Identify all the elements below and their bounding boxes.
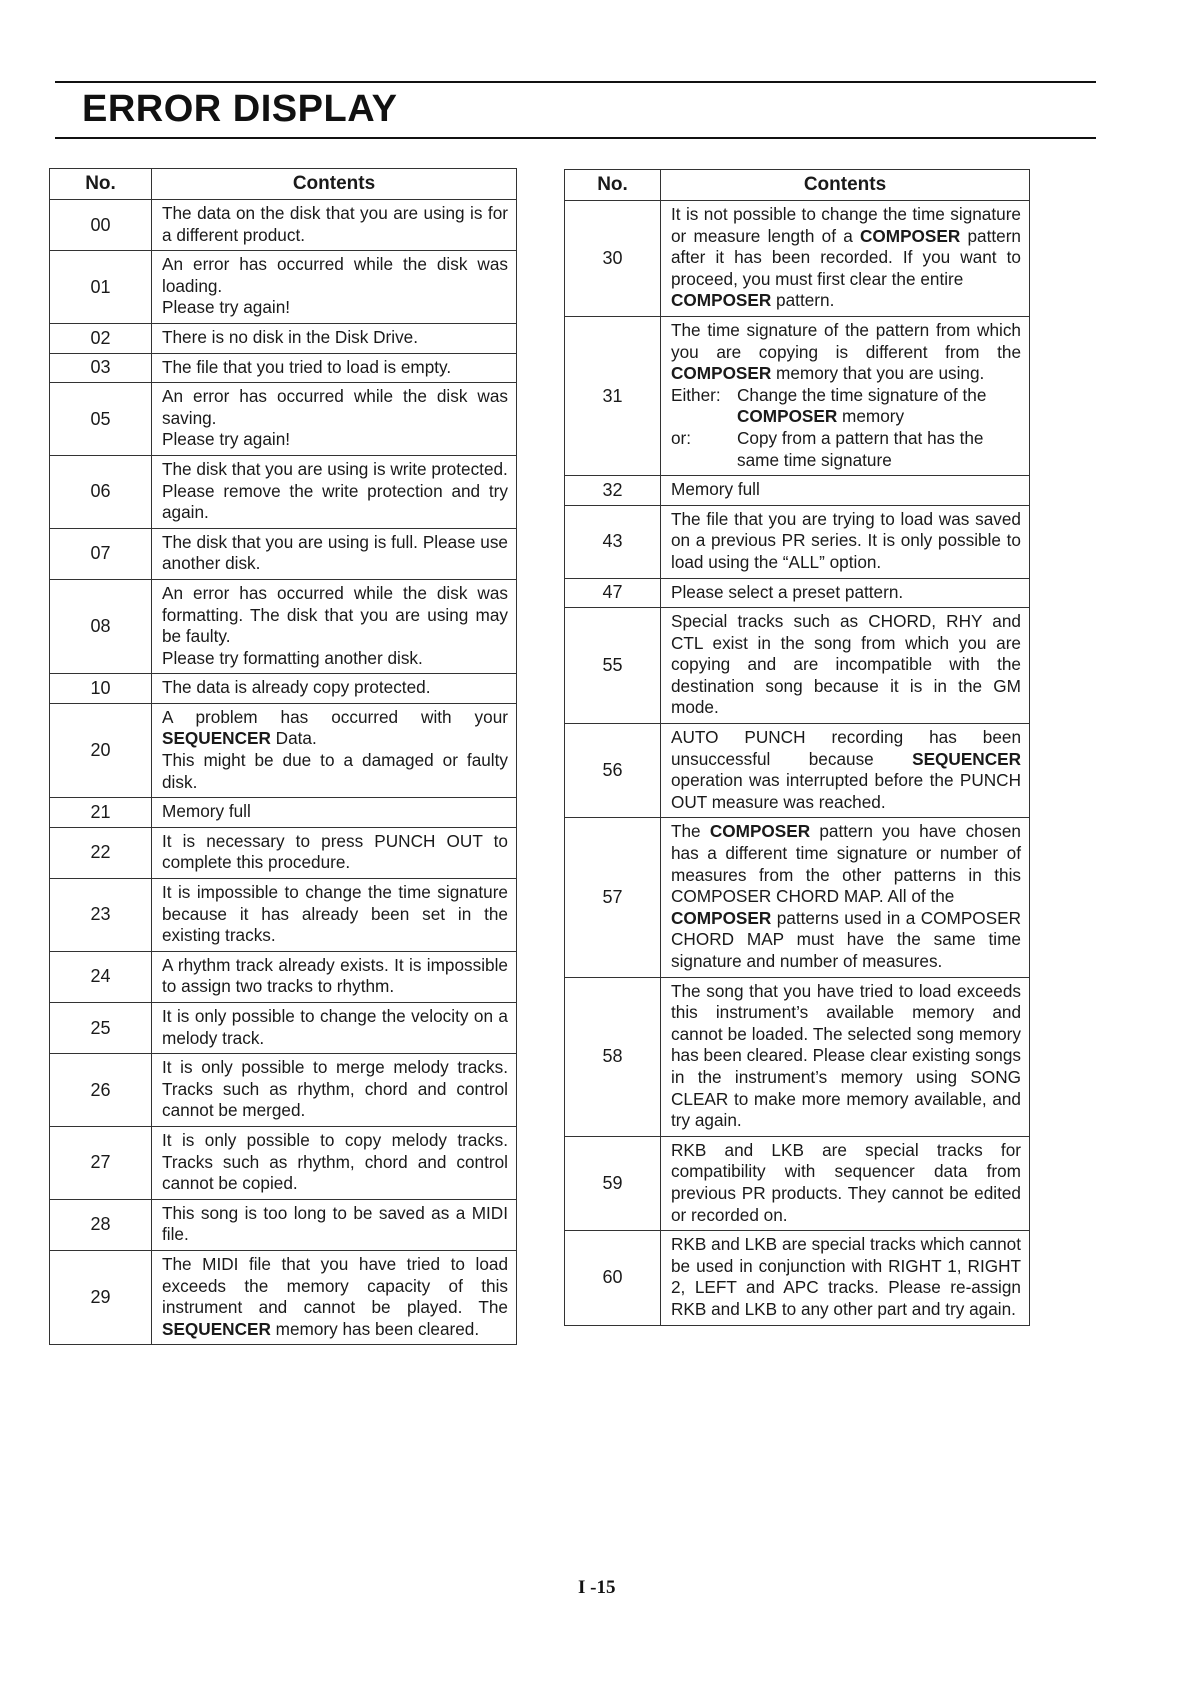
error-number: 30 [565,201,661,317]
error-number: 43 [565,505,661,578]
description-line [162,955,508,998]
description-line [671,1234,1021,1320]
error-table-left [49,168,517,1345]
description-line [162,1130,508,1195]
description-text: Please try again! [162,429,291,450]
error-description [152,1199,517,1250]
description-text: An error has occurred while the disk was loading. [162,254,508,296]
description-bold: COMPOSER [671,907,772,928]
description-text: It is only possible to copy melody tracks. Tracks such as rhythm, chord and control cannot be copied. [162,1129,508,1194]
description-text: pattern. [771,290,835,311]
option-label: or: [671,427,692,448]
error-number: 06 [50,455,152,528]
error-description [152,528,517,579]
table-row [50,674,517,704]
error-description [152,353,517,383]
description-line [162,459,508,481]
error-description [661,608,1030,724]
error-number: 59 [565,1136,661,1230]
table-row [565,1136,1030,1230]
description-line [162,481,508,524]
description-line [671,981,1021,1132]
description-text: This might be due to a damaged or faulty disk. [162,750,508,792]
description-text: Memory full [162,801,251,822]
table-row [50,1199,517,1250]
description-line [671,509,1021,574]
description-text: The MIDI file that you have tried to load exceeds the memory capacity of this instrument and cannot be played. The [162,1253,508,1318]
title-rule-bottom [55,137,1096,139]
table-row [50,383,517,456]
error-number: 27 [50,1126,152,1199]
error-number: 57 [565,818,661,977]
table-row [50,827,517,878]
error-description [661,505,1030,578]
error-description [661,1136,1030,1230]
description-text: patterns used in a COMPOSER CHORD MAP must have the same time signature and number of measures. [671,907,1021,971]
description-bold: COMPOSER [859,225,961,246]
description-text: RKB and LKB are special tracks which cannot be used in conjunction with RIGHT 1, RIGHT 2, LEFT and APC tracks. Please re-assign RKB and LKB to any other part and try again. [671,1234,1021,1319]
description-text: It is impossible to change the time signature because it has already been set in the existing tracks. [162,882,508,946]
table-row [565,316,1030,475]
error-number: 29 [50,1250,152,1344]
description-text: The data is already copy protected. [162,677,431,698]
page-number: I -15 [578,1577,616,1598]
description-text: Memory full [671,479,760,500]
description-text: Please remove the write protection and try again. [162,480,508,523]
error-description [152,674,517,704]
description-text: It is only possible to change the velocity on a melody track. [162,1006,508,1048]
description-line [162,327,508,349]
error-description [152,579,517,673]
option-text: Copy from a pattern that has the same time signature [737,427,984,470]
description-line [671,727,1021,813]
description-text: An error has occurred while the disk was saving. [162,386,508,428]
description-line [671,611,1021,719]
error-number: 56 [565,724,661,818]
error-table-left-body [50,200,517,1345]
description-bold: SEQUENCER [162,728,271,749]
description-text: Please select a preset pattern. [671,581,904,602]
description-line [671,582,1021,604]
table-row [50,879,517,952]
table-row [50,528,517,579]
table-row [565,608,1030,724]
description-line [162,677,508,699]
error-description [152,703,517,797]
table-row [565,977,1030,1136]
error-description [152,1054,517,1127]
description-line [162,532,508,575]
table-row [50,353,517,383]
error-number: 23 [50,879,152,952]
description-bold: COMPOSER [671,363,772,384]
error-number: 60 [565,1231,661,1325]
description-line [162,386,508,429]
description-line [162,297,508,319]
description-line [162,583,508,648]
error-number: 47 [565,578,661,608]
description-text: memory that you are using. [771,363,985,384]
error-table-right [564,169,1030,1326]
description-text: It is necessary to press PUNCH OUT to complete this procedure. [162,830,508,873]
error-description [152,1003,517,1054]
description-bold: SEQUENCER [912,748,1021,769]
description-text: AUTO PUNCH recording has been unsuccessful because [671,727,1021,769]
table-row [50,455,517,528]
table-row [565,1231,1030,1325]
error-description [661,818,1030,977]
table-row [50,200,517,251]
error-number: 32 [565,476,661,506]
table-row [50,1126,517,1199]
description-text: Please try again! [162,297,291,318]
column-header-no: No. [50,169,152,200]
description-line [162,203,508,246]
description-text: Please try formatting another disk. [162,647,423,668]
description-text: pattern you have chosen has a different time signature or number of measures from the other patterns in this COMPOSER CHORD MAP. All of the [671,821,1021,907]
option-either [671,385,1021,428]
table-row [565,724,1030,818]
error-number: 31 [565,316,661,475]
error-description [661,578,1030,608]
table-row [50,703,517,797]
error-description [152,455,517,528]
description-line [671,320,1021,385]
error-description [152,251,517,324]
description-text: Change the time signature of the [737,384,987,405]
column-header-contents: Contents [661,170,1030,201]
description-text: operation was interrupted before the PUNCH OUT measure was reached. [671,770,1021,812]
description-text: The file that you tried to load is empty. [162,356,452,377]
table-header-row [50,169,517,200]
error-number: 03 [50,353,152,383]
description-line [162,1254,508,1340]
description-text: The time signature of the pattern from which you are copying is different from the [671,319,1021,362]
description-text: RKB and LKB are special tracks for compatibility with sequencer data from previous PR products. They cannot be edited or recorded on. [671,1139,1021,1225]
error-description [152,827,517,878]
description-line [162,831,508,874]
error-number: 22 [50,827,152,878]
description-text: memory [837,406,905,427]
description-bold: COMPOSER [709,821,811,842]
error-description [661,1231,1030,1325]
option-text [737,385,1021,428]
description-line [162,882,508,947]
description-line [671,1140,1021,1226]
error-description [152,323,517,353]
description-line [671,821,1021,907]
error-number: 28 [50,1199,152,1250]
error-description [152,879,517,952]
description-text: The [671,821,710,842]
error-description [661,977,1030,1136]
table-header-row [565,170,1030,201]
table-row [565,505,1030,578]
description-line [162,648,508,670]
description-text: Data. [270,728,317,749]
description-text: memory has been cleared. [270,1318,480,1339]
table-row [50,1003,517,1054]
table-row [50,798,517,828]
error-description [152,200,517,251]
description-text: The data on the disk that you are using is for a different product. [162,203,508,245]
table-row [50,323,517,353]
description-line [671,908,1021,973]
error-number: 25 [50,1003,152,1054]
error-number: 26 [50,1054,152,1127]
description-text: The song that you have tried to load exceeds this instrument’s available memory and cannot be loaded. The selected song memory has been cleared. Please clear existing songs in the instrument’s memory using SONG CLEAR to make more memory available, and try again. [671,980,1021,1131]
title-rule-top [55,81,1096,83]
error-description [152,383,517,456]
error-number: 08 [50,579,152,673]
error-number: 20 [50,703,152,797]
error-description [661,724,1030,818]
table-row [565,578,1030,608]
error-number: 10 [50,674,152,704]
description-text: Special tracks such as CHORD, RHY and CTL exist in the song from which you are copying and are incompatible with the destination song because it is in the GM mode. [671,611,1021,718]
description-line [162,357,508,379]
description-text: A rhythm track already exists. It is impossible to assign two tracks to rhythm. [162,954,508,997]
page-title: ERROR DISPLAY [82,88,398,130]
description-bold: SEQUENCER [162,1318,271,1339]
description-bold: COMPOSER [737,406,838,427]
error-number: 07 [50,528,152,579]
description-text: There is no disk in the Disk Drive. [162,326,418,347]
error-number: 02 [50,323,152,353]
description-text: It is only possible to merge melody tracks. Tracks such as rhythm, chord and control cannot be merged. [162,1057,508,1121]
error-description [661,201,1030,317]
description-text: A problem has occurred with your [162,706,508,727]
error-description [661,316,1030,475]
table-row [50,251,517,324]
description-line [162,1006,508,1049]
description-text: It is not possible to change the time signature or measure length of a [671,204,1021,246]
error-number: 55 [565,608,661,724]
error-number: 00 [50,200,152,251]
table-row [50,951,517,1002]
description-line [671,204,1021,290]
option-label: Either: [671,384,721,405]
error-description [152,798,517,828]
error-description [152,1250,517,1344]
table-row [565,476,1030,506]
description-text: The file that you are trying to load was saved on a previous PR series. It is only possible to load using the “ALL” option. [671,508,1021,572]
error-table-right-body [565,201,1030,1326]
error-number: 05 [50,383,152,456]
description-line [162,1057,508,1122]
description-line [162,801,508,823]
error-number: 58 [565,977,661,1136]
description-line [162,254,508,297]
option-or [671,428,1021,471]
description-text: This song is too long to be saved as a MIDI file. [162,1202,508,1245]
description-line [671,290,1021,312]
error-number: 21 [50,798,152,828]
description-line [162,429,508,451]
description-text: An error has occurred while the disk was formatting. The disk that you are using may be faulty. [162,582,508,647]
description-line [162,1203,508,1246]
column-header-contents: Contents [152,169,517,200]
error-number: 01 [50,251,152,324]
error-description [152,1126,517,1199]
table-row [50,1250,517,1344]
description-line [162,750,508,793]
table-row [50,579,517,673]
table-row [565,201,1030,317]
description-line [671,479,1021,501]
error-description [661,476,1030,506]
error-number: 24 [50,951,152,1002]
table-row [565,818,1030,977]
error-description [152,951,517,1002]
description-text: The disk that you are using is full. Please use another disk. [162,531,508,574]
description-text: pattern after it has been recorded. If you want to proceed, you must first clear the entire [671,225,1021,289]
description-text: The disk that you are using is write protected. [162,458,508,479]
column-header-no: No. [565,170,661,201]
description-line [162,707,508,750]
description-bold: COMPOSER [671,290,772,311]
table-row [50,1054,517,1127]
